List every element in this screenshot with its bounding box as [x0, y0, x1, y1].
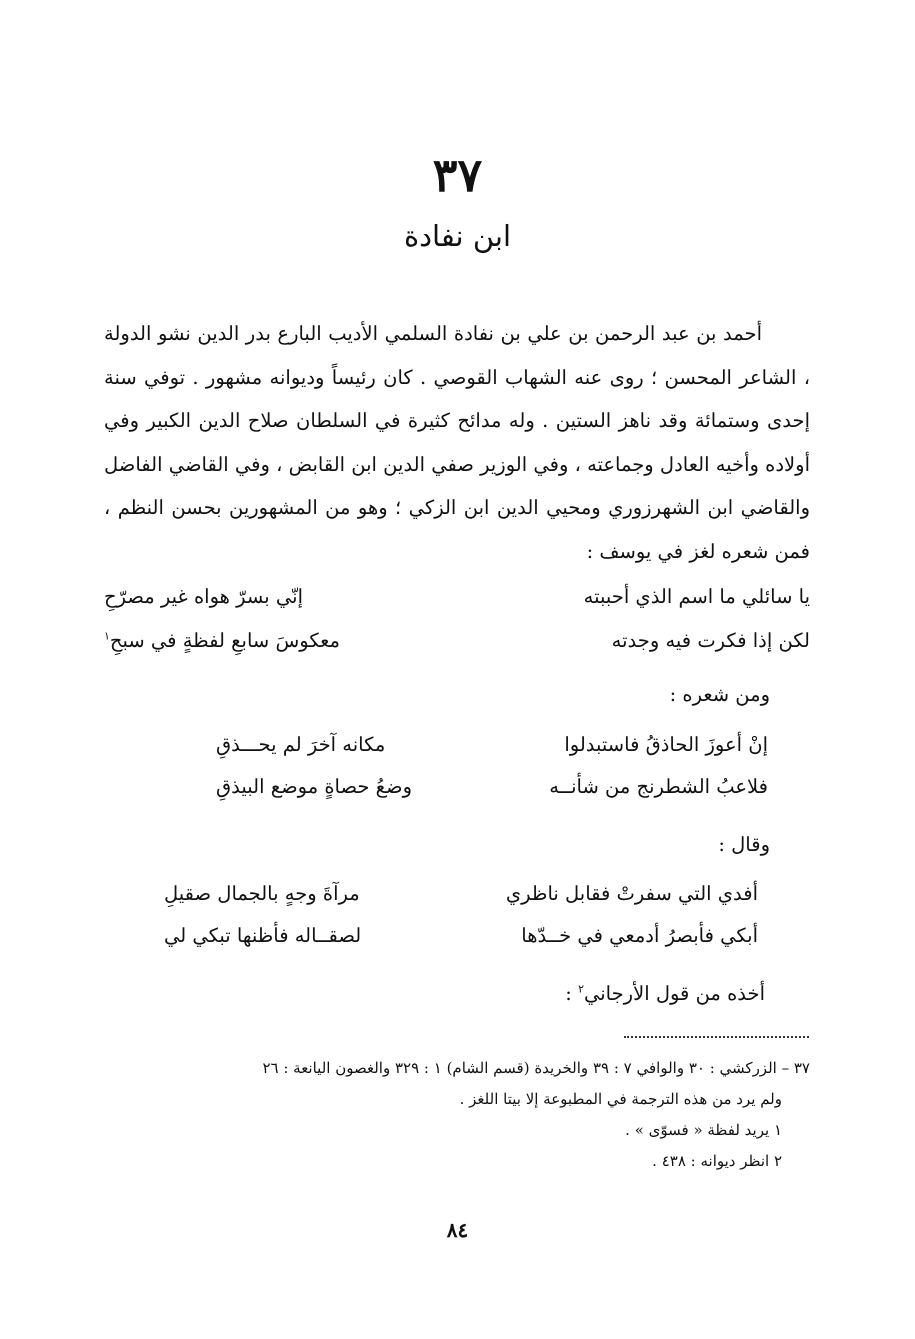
footnote-divider: [624, 1036, 809, 1038]
verse-second-hemistich: إنّي بسرّ هواه غير مصرّحِ: [104, 585, 304, 608]
verse-line: [104, 775, 810, 817]
verse-first-hemistich: يا سائلي ما اسم الذي أحببته: [583, 585, 810, 608]
verse-second-hemistich: مرآةَ وجهٍ بالجمال صقيلِ: [164, 882, 360, 905]
verse-line: [104, 733, 810, 775]
footnote-sources-continued: ولم يرد من هذه الترجمة في المطبوعة إلا بيتا اللغز .: [459, 1090, 782, 1108]
footnote-marker: ١: [104, 629, 110, 643]
mirror-poem: [104, 882, 810, 966]
verse-first-hemistich: أفدي التي سفرتْ فقابل ناظري: [505, 882, 758, 905]
verse-line: [104, 629, 810, 673]
footnote-sources: ٣٧ – الزركشي : ٣٠ والوافي ٧ : ٣٩ والخريدة (قسم الشام) ١ : ٣٢٩ والغصون اليانعة : ٢٦: [262, 1059, 810, 1077]
intro-text: أخذه من قول الأرجاني: [583, 982, 765, 1005]
verse-second-hemistich: وضعُ حصاةٍ موضع البيذقِ: [216, 775, 413, 798]
verse-second-hemistich: مكانه آخرَ لم يحـــذقِ: [216, 733, 386, 756]
verse-first-hemistich: فلاعبُ الشطرنج من شأنــه: [549, 775, 768, 798]
chapter-title: ابن نفادة: [403, 219, 512, 253]
footnotes: [104, 1053, 810, 1177]
verse-second-hemistich: [104, 629, 340, 652]
page-number: ٨٤: [446, 1218, 469, 1242]
verse-first-hemistich: لكن إذا فكرت فيه وجدته: [611, 629, 810, 652]
verse-first-hemistich: إنْ أعوزَ الحاذقُ فاستبدلوا: [564, 733, 768, 756]
footnote-1: ١ يريد لفظة « فسوّى » .: [625, 1121, 782, 1139]
poem-intro: وقال :: [718, 833, 770, 856]
biography-paragraph: أحمد بن عبد الرحمن بن علي بن نفادة السلمي الأديب البارع بدر الدين نشو الدولة ، الشاعر المحسن ؛ روى عنه الشهاب القوصي . كان رئيساً وديوانه مشهور . توفي سنة إحدى وستمائة وقد ناهز الستين . وله مدائح كثيرة في السلطان صلاح الدين الكبير وفي أولاده وأخيه العادل وجماعته ، وفي الوزير صفي الدين ابن القابض ، وفي القاضي الفاضل والقاضي ابن الشهرزوري ومحيي الدين ابن الزكي ؛ وهو من المشهورين بحسن النظم ، فمن شعره لغز في يوسف :: [104, 322, 810, 563]
chapter-number: ٣٧: [432, 148, 483, 202]
intro-colon: :: [565, 982, 579, 1005]
verse-first-hemistich: أبكي فأبصرُ أدمعي في خــدّها: [521, 924, 758, 947]
poem-intro: ومن شعره :: [669, 683, 770, 706]
riddle-poem: [104, 585, 810, 673]
verse-text: معكوسَ سابعِ لفظةٍ في سبحِ: [109, 629, 340, 652]
poem-intro: [565, 982, 765, 1005]
verse-line: [104, 585, 810, 629]
verse-line: [104, 882, 810, 924]
verse-second-hemistich: لصقــاله فأظنها تبكي لي: [164, 924, 362, 947]
footnote-2: ٢ انظر ديوانه : ٤٣٨ .: [652, 1152, 782, 1170]
verse-line: [104, 924, 810, 966]
chess-poem: [104, 733, 810, 817]
footnote-marker: ٢: [578, 982, 584, 996]
